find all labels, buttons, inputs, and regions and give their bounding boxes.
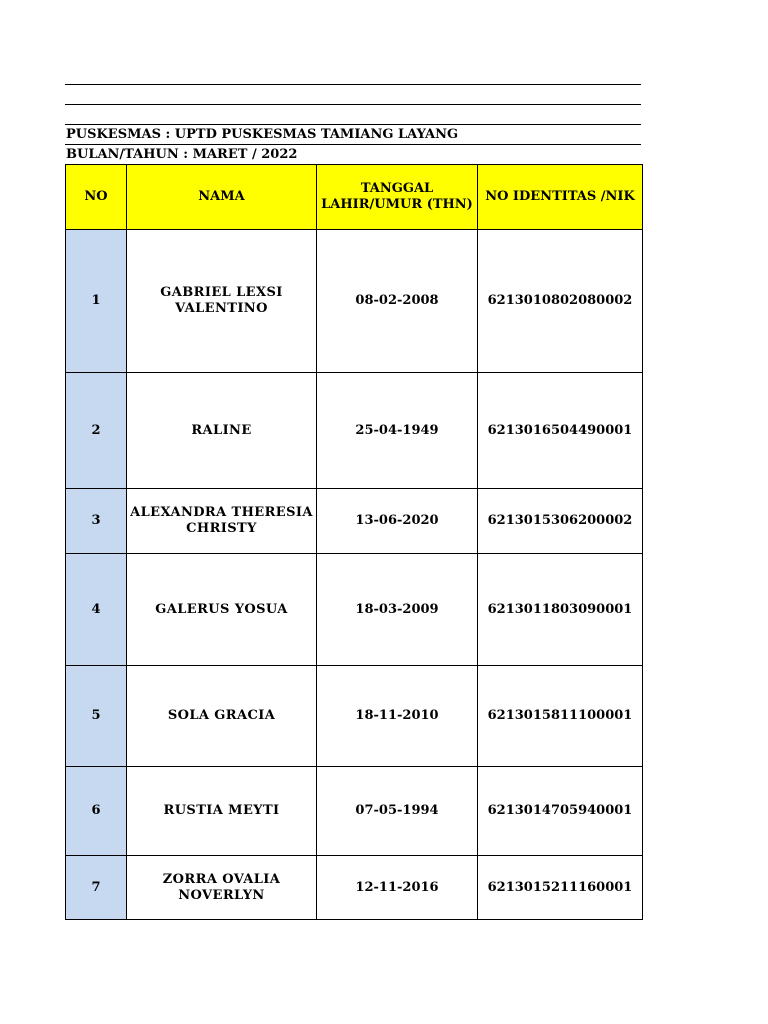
table-header-row bbox=[66, 165, 643, 230]
row-number: 7 bbox=[66, 856, 127, 920]
row-nik: 6213014705940001 bbox=[478, 767, 643, 856]
row-number: 3 bbox=[66, 489, 127, 554]
spreadsheet bbox=[65, 84, 641, 920]
table-row bbox=[66, 856, 643, 920]
patient-table bbox=[65, 164, 643, 920]
row-name-line2: VALENTINO bbox=[175, 301, 268, 316]
header-tanggal-line1: TANGGAL bbox=[360, 181, 434, 196]
row-name-line1: SOLA GRACIA bbox=[167, 708, 276, 723]
header-nama: NAMA bbox=[127, 165, 317, 230]
row-nik: 6213016504490001 bbox=[478, 373, 643, 489]
blank-row bbox=[65, 104, 641, 124]
row-number: 2 bbox=[66, 373, 127, 489]
puskesmas-label: PUSKESMAS : UPTD PUSKESMAS TAMIANG LAYANG bbox=[65, 124, 641, 144]
table-row bbox=[66, 373, 643, 489]
month-year-label: BULAN/TAHUN : MARET / 2022 bbox=[65, 144, 641, 164]
row-name-line2: NOVERLYN bbox=[178, 887, 265, 903]
row-nik: 6213010802080002 bbox=[478, 230, 643, 373]
row-number: 5 bbox=[66, 666, 127, 767]
table-row bbox=[66, 666, 643, 767]
row-name bbox=[127, 767, 317, 856]
row-birth-date: 08-02-2008 bbox=[317, 230, 478, 373]
row-name bbox=[127, 489, 317, 554]
row-nik: 6213011803090001 bbox=[478, 554, 643, 666]
row-name bbox=[127, 554, 317, 666]
row-name-line1: ZORRA OVALIA bbox=[162, 871, 281, 887]
row-name-line1: GABRIEL LEXSI bbox=[160, 285, 283, 300]
row-nik: 6213015811100001 bbox=[478, 666, 643, 767]
row-name bbox=[127, 230, 317, 373]
row-birth-date: 07-05-1994 bbox=[317, 767, 478, 856]
row-name bbox=[127, 666, 317, 767]
table-row bbox=[66, 489, 643, 554]
blank-row bbox=[65, 84, 641, 104]
row-birth-date: 12-11-2016 bbox=[317, 856, 478, 920]
row-number: 4 bbox=[66, 554, 127, 666]
header-no: NO bbox=[66, 165, 127, 230]
row-name-line1: RALINE bbox=[191, 422, 252, 438]
row-nik: 6213015211160001 bbox=[478, 856, 643, 920]
row-name-line1: RUSTIA MEYTI bbox=[163, 803, 280, 818]
row-name bbox=[127, 856, 317, 920]
header-nik: NO IDENTITAS /NIK bbox=[478, 165, 643, 230]
row-name-line2: CHRISTY bbox=[186, 521, 257, 536]
row-number: 6 bbox=[66, 767, 127, 856]
row-name-line1: ALEXANDRA THERESIA bbox=[130, 505, 313, 520]
row-birth-date: 13-06-2020 bbox=[317, 489, 478, 554]
row-birth-date: 18-11-2010 bbox=[317, 666, 478, 767]
table-row bbox=[66, 554, 643, 666]
row-number: 1 bbox=[66, 230, 127, 373]
table-row bbox=[66, 767, 643, 856]
row-name bbox=[127, 373, 317, 489]
row-birth-date: 25-04-1949 bbox=[317, 373, 478, 489]
row-birth-date: 18-03-2009 bbox=[317, 554, 478, 666]
header-tanggal-line2: LAHIR/UMUR (THN) bbox=[321, 197, 473, 212]
row-nik: 6213015306200002 bbox=[478, 489, 643, 554]
table-row bbox=[66, 230, 643, 373]
row-name-line1: GALERUS YOSUA bbox=[155, 601, 288, 617]
header-tanggal bbox=[317, 165, 478, 230]
